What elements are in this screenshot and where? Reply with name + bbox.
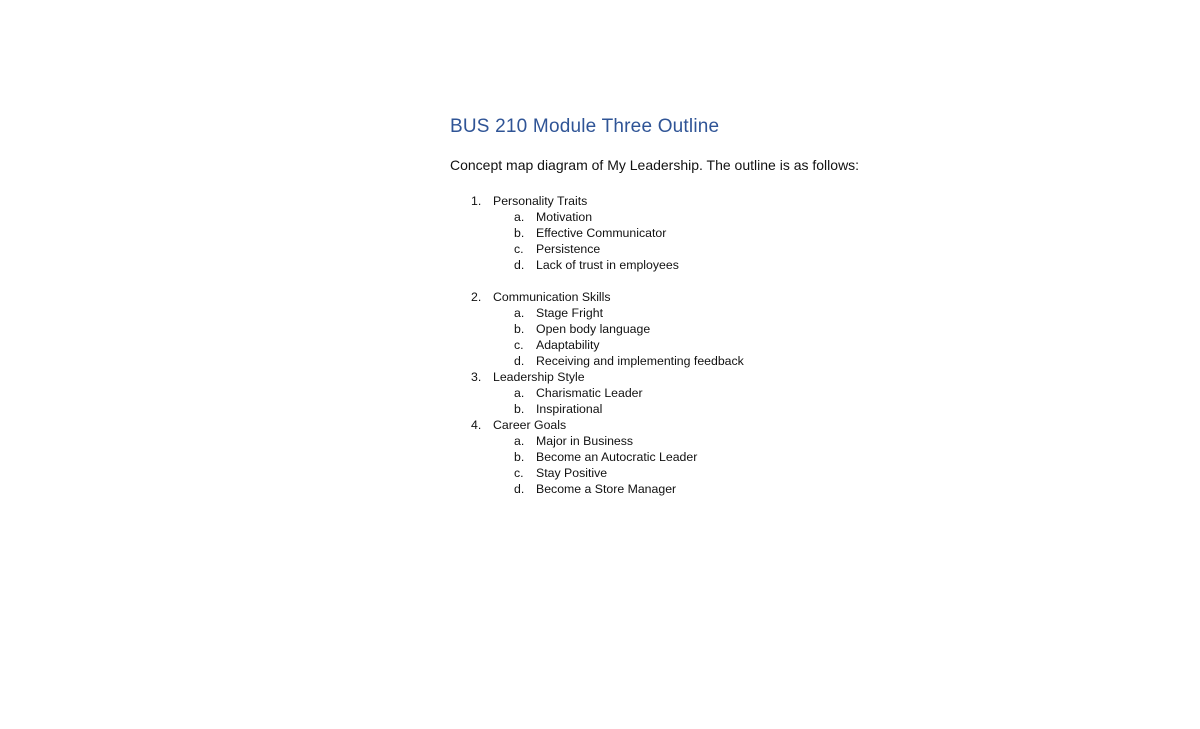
subitem-letter: c. [514,466,524,480]
outline-heading: Leadership Style [493,370,585,384]
outline-subitem [0,449,1200,465]
intro-paragraph: Concept map diagram of My Leadership. The outline is as follows: [450,157,860,173]
subitem-letter: b. [514,226,525,240]
subitem-text: Major in Business [536,434,634,448]
subitem-text: Open body language [536,322,651,336]
outline-heading: Career Goals [493,418,567,432]
subitem-letter: a. [514,210,525,224]
outline-subitem [0,385,1200,401]
subitem-text: Effective Communicator [536,226,667,240]
subitem-letter: b. [514,322,525,336]
subitem-letter: c. [514,338,524,352]
subitem-letter: d. [514,354,525,368]
outline-item-leadership-style [0,369,1200,385]
outline-subitem [0,433,1200,449]
subitem-text: Motivation [536,210,593,224]
subitem-text: Stay Positive [536,466,608,480]
subitem-letter: a. [514,434,525,448]
subitem-letter: b. [514,402,525,416]
subitem-text: Charismatic Leader [536,386,643,400]
subitem-text: Adaptability [536,338,600,352]
outline-heading: Communication Skills [493,290,611,304]
outline-subitem [0,225,1200,241]
subitem-letter: a. [514,386,525,400]
outline-heading: Personality Traits [493,194,588,208]
outline-item-personality-traits [0,193,1200,209]
subitem-text: Lack of trust in employees [536,258,679,272]
outline-subitem [0,481,1200,497]
outline-number: 1. [471,194,482,208]
document-title: BUS 210 Module Three Outline [450,116,720,137]
subitem-letter: c. [514,242,524,256]
subitem-text: Stage Fright [536,306,603,320]
outline-subitem [0,241,1200,257]
outline-subitem [0,337,1200,353]
subitem-text: Inspirational [536,402,603,416]
outline-subitem [0,321,1200,337]
outline-number: 4. [471,418,482,432]
outline-subitem [0,353,1200,369]
subitem-text: Receiving and implementing feedback [536,354,744,368]
outline-item-career-goals [0,417,1200,433]
outline-subitem [0,401,1200,417]
subitem-letter: b. [514,450,525,464]
subitem-letter: d. [514,482,525,496]
outline-item-communication-skills [0,289,1200,305]
outline-number: 2. [471,290,482,304]
outline-subitem [0,209,1200,225]
subitem-text: Become an Autocratic Leader [536,450,698,464]
subitem-text: Become a Store Manager [536,482,677,496]
subitem-letter: d. [514,258,525,272]
outline-subitem [0,257,1200,273]
outline-subitem [0,305,1200,321]
subitem-letter: a. [514,306,525,320]
blank-line [0,273,1200,289]
outline-subitem [0,465,1200,481]
outline-number: 3. [471,370,482,384]
subitem-text: Persistence [536,242,601,256]
outline-list [0,193,1200,497]
